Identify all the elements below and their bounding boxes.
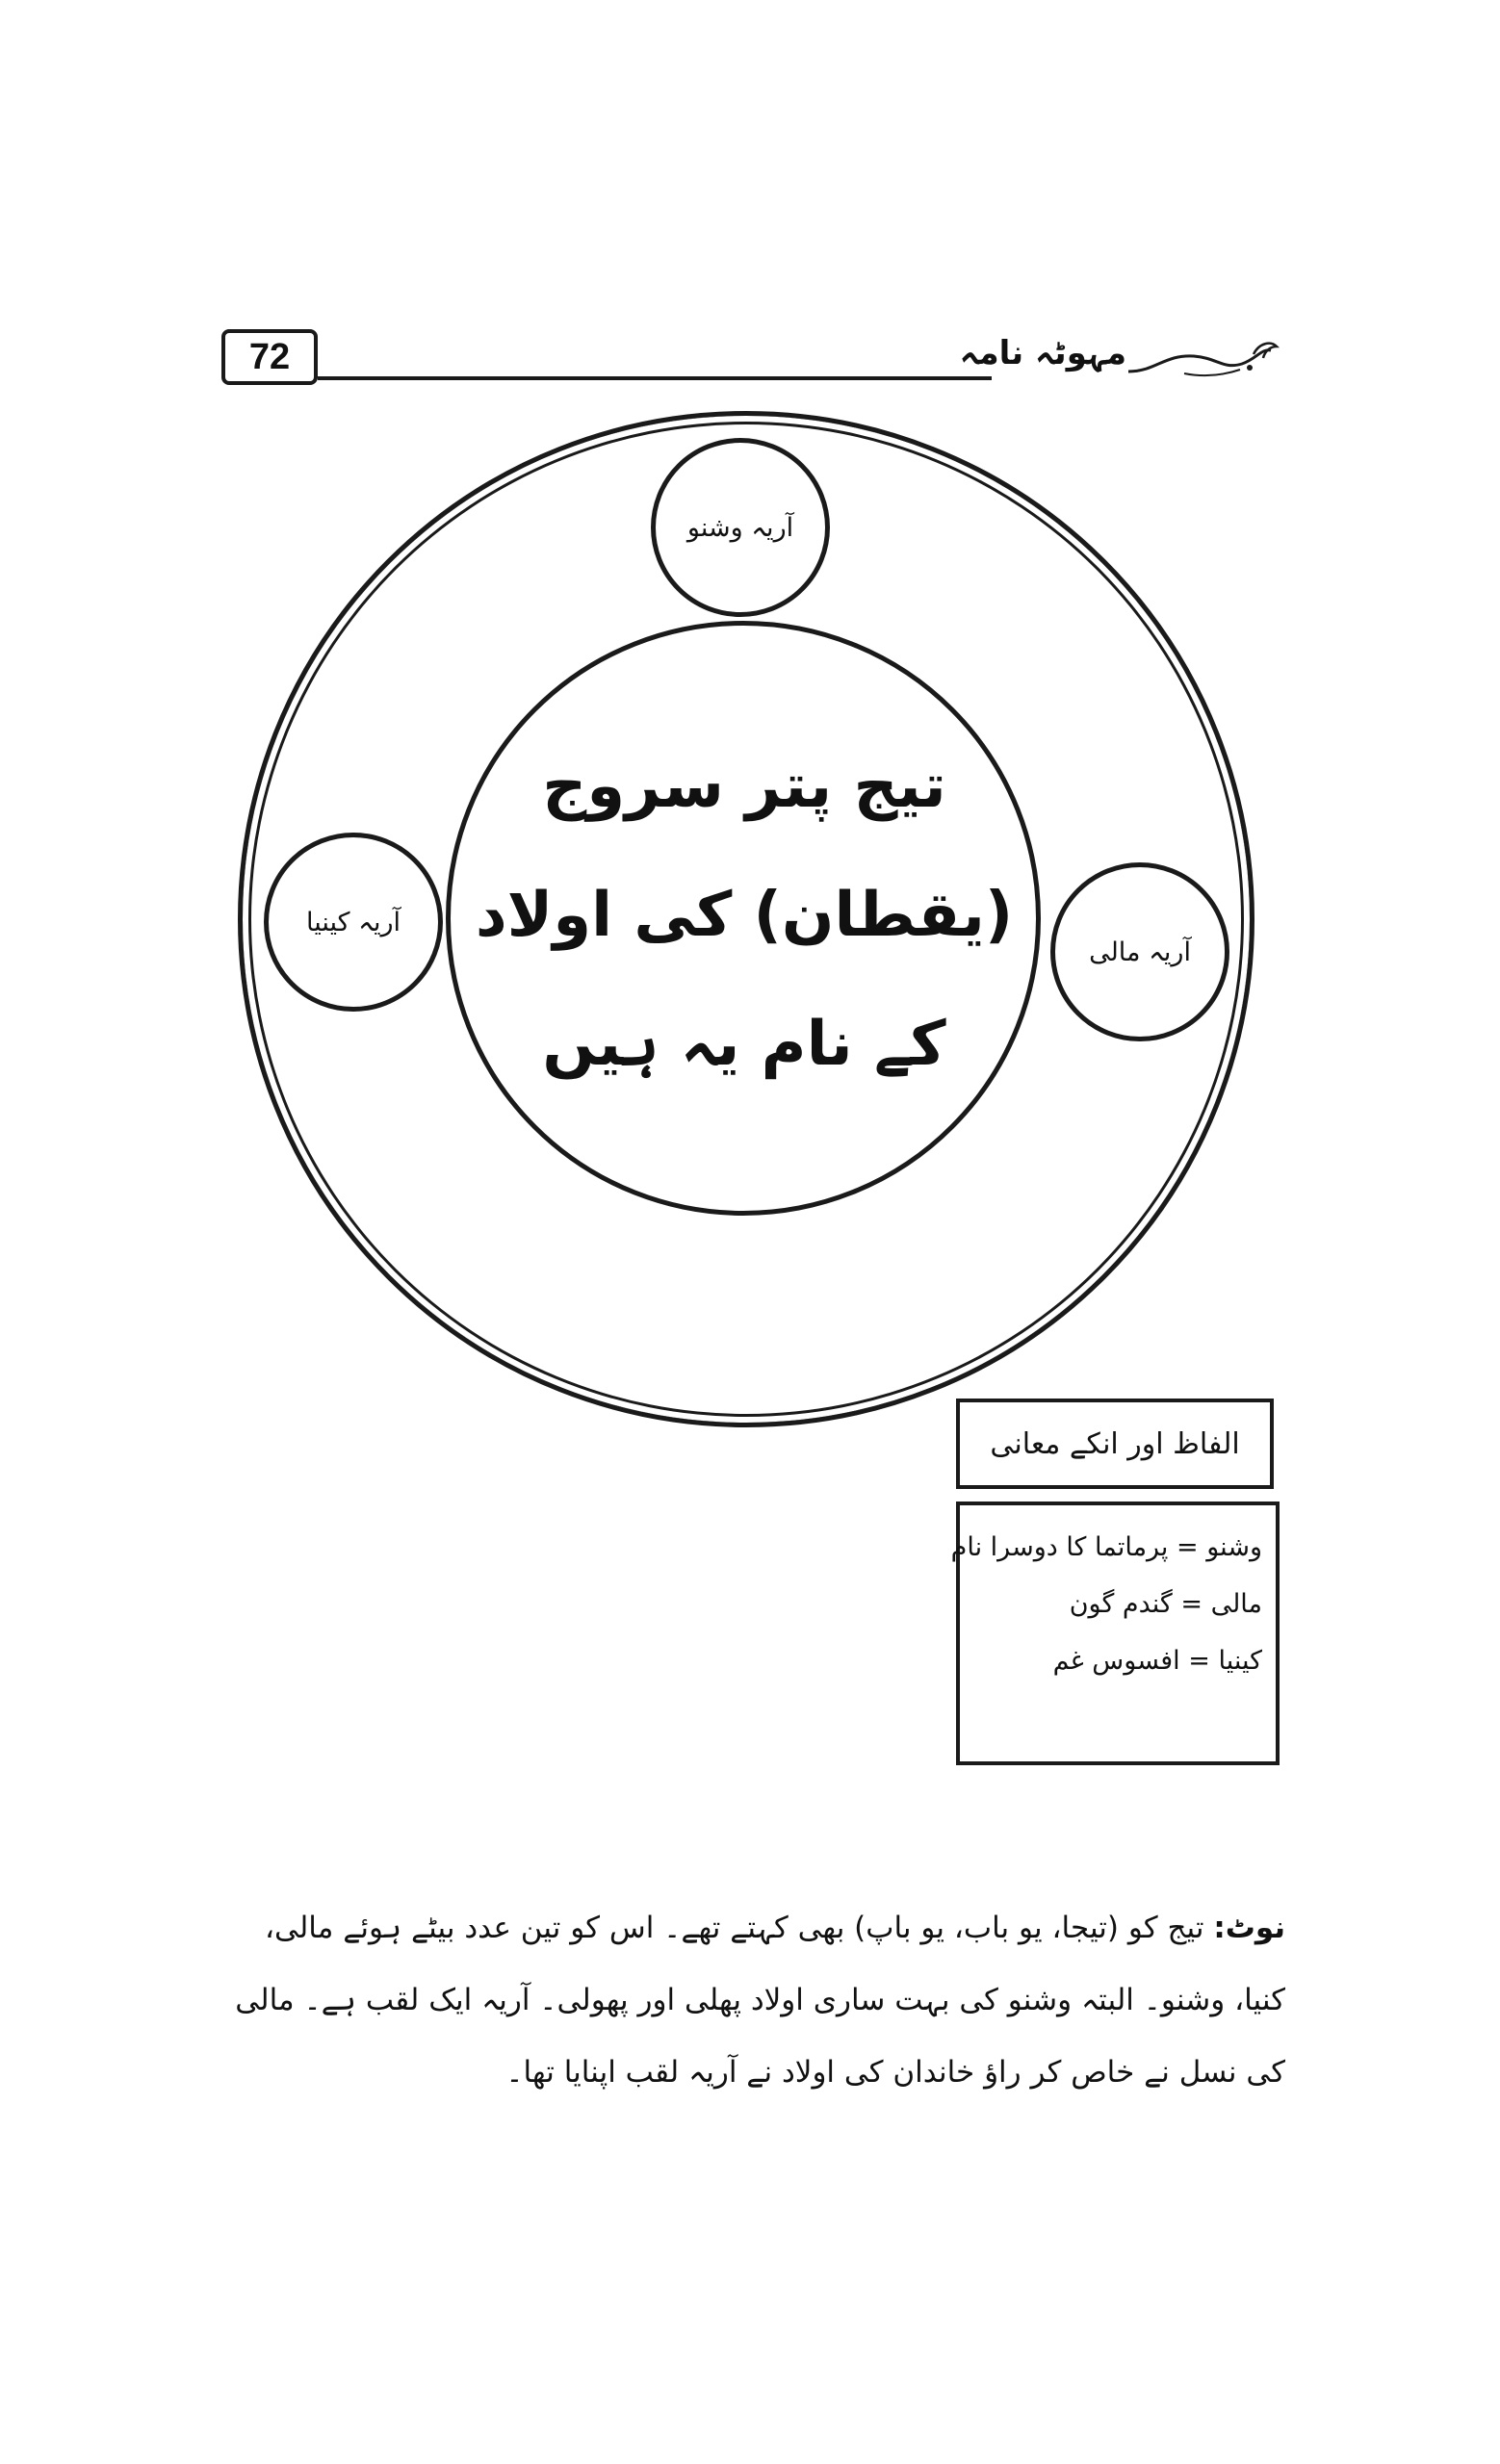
note-text: تیج کو (تیجا، یو باب، یو باپ) بھی کہتے تھے۔ اس کو تین عدد بیٹے ہوئے مالی، کنیا، وشنو۔ البتہ وشنو کی بہت ساری اولاد پھلی اور پھولی۔ آریہ ایک لقب ہے۔ مالی کی نسل نے خاص کر راؤ خاندان کی اولاد نے آریہ لقب اپنایا تھا۔ xyxy=(235,1911,1285,2090)
center-line-3: کے نام یہ ہیں xyxy=(542,1009,946,1080)
son-label-kenya: آریہ کینیا xyxy=(306,907,401,937)
center-line-1: تیج پتر سروج xyxy=(542,751,946,822)
glossary-box xyxy=(950,1502,1280,1765)
book-title: مہوٹہ نامہ xyxy=(959,334,1126,372)
header-rule xyxy=(318,376,992,380)
glossary-entry: مالی = گندم گون xyxy=(1069,1589,1262,1619)
center-line-2: (یقطان) کی اولاد xyxy=(475,880,1014,951)
son-circle-vishnu xyxy=(651,438,830,617)
page-number: 72 xyxy=(221,329,318,385)
son-circle-mali xyxy=(1050,862,1229,1041)
son-label-vishnu: آریہ وشنو xyxy=(686,512,794,543)
glossary-title: الفاظ اور انکے معانی xyxy=(956,1399,1274,1489)
note-label: نوٹ: xyxy=(1213,1911,1285,1945)
note-paragraph xyxy=(207,1892,1285,2109)
glossary-entry: کینیا = افسوس غم xyxy=(1052,1646,1262,1676)
glossary-entry: وشنو = پرماتما کا دوسرا نام xyxy=(950,1532,1262,1562)
center-heading xyxy=(475,722,1014,1109)
header-ornament-icon xyxy=(1126,335,1280,383)
son-label-mali: آریہ مالی xyxy=(1089,937,1191,967)
son-circle-kenya xyxy=(264,833,443,1012)
family-diagram xyxy=(231,404,1290,1444)
